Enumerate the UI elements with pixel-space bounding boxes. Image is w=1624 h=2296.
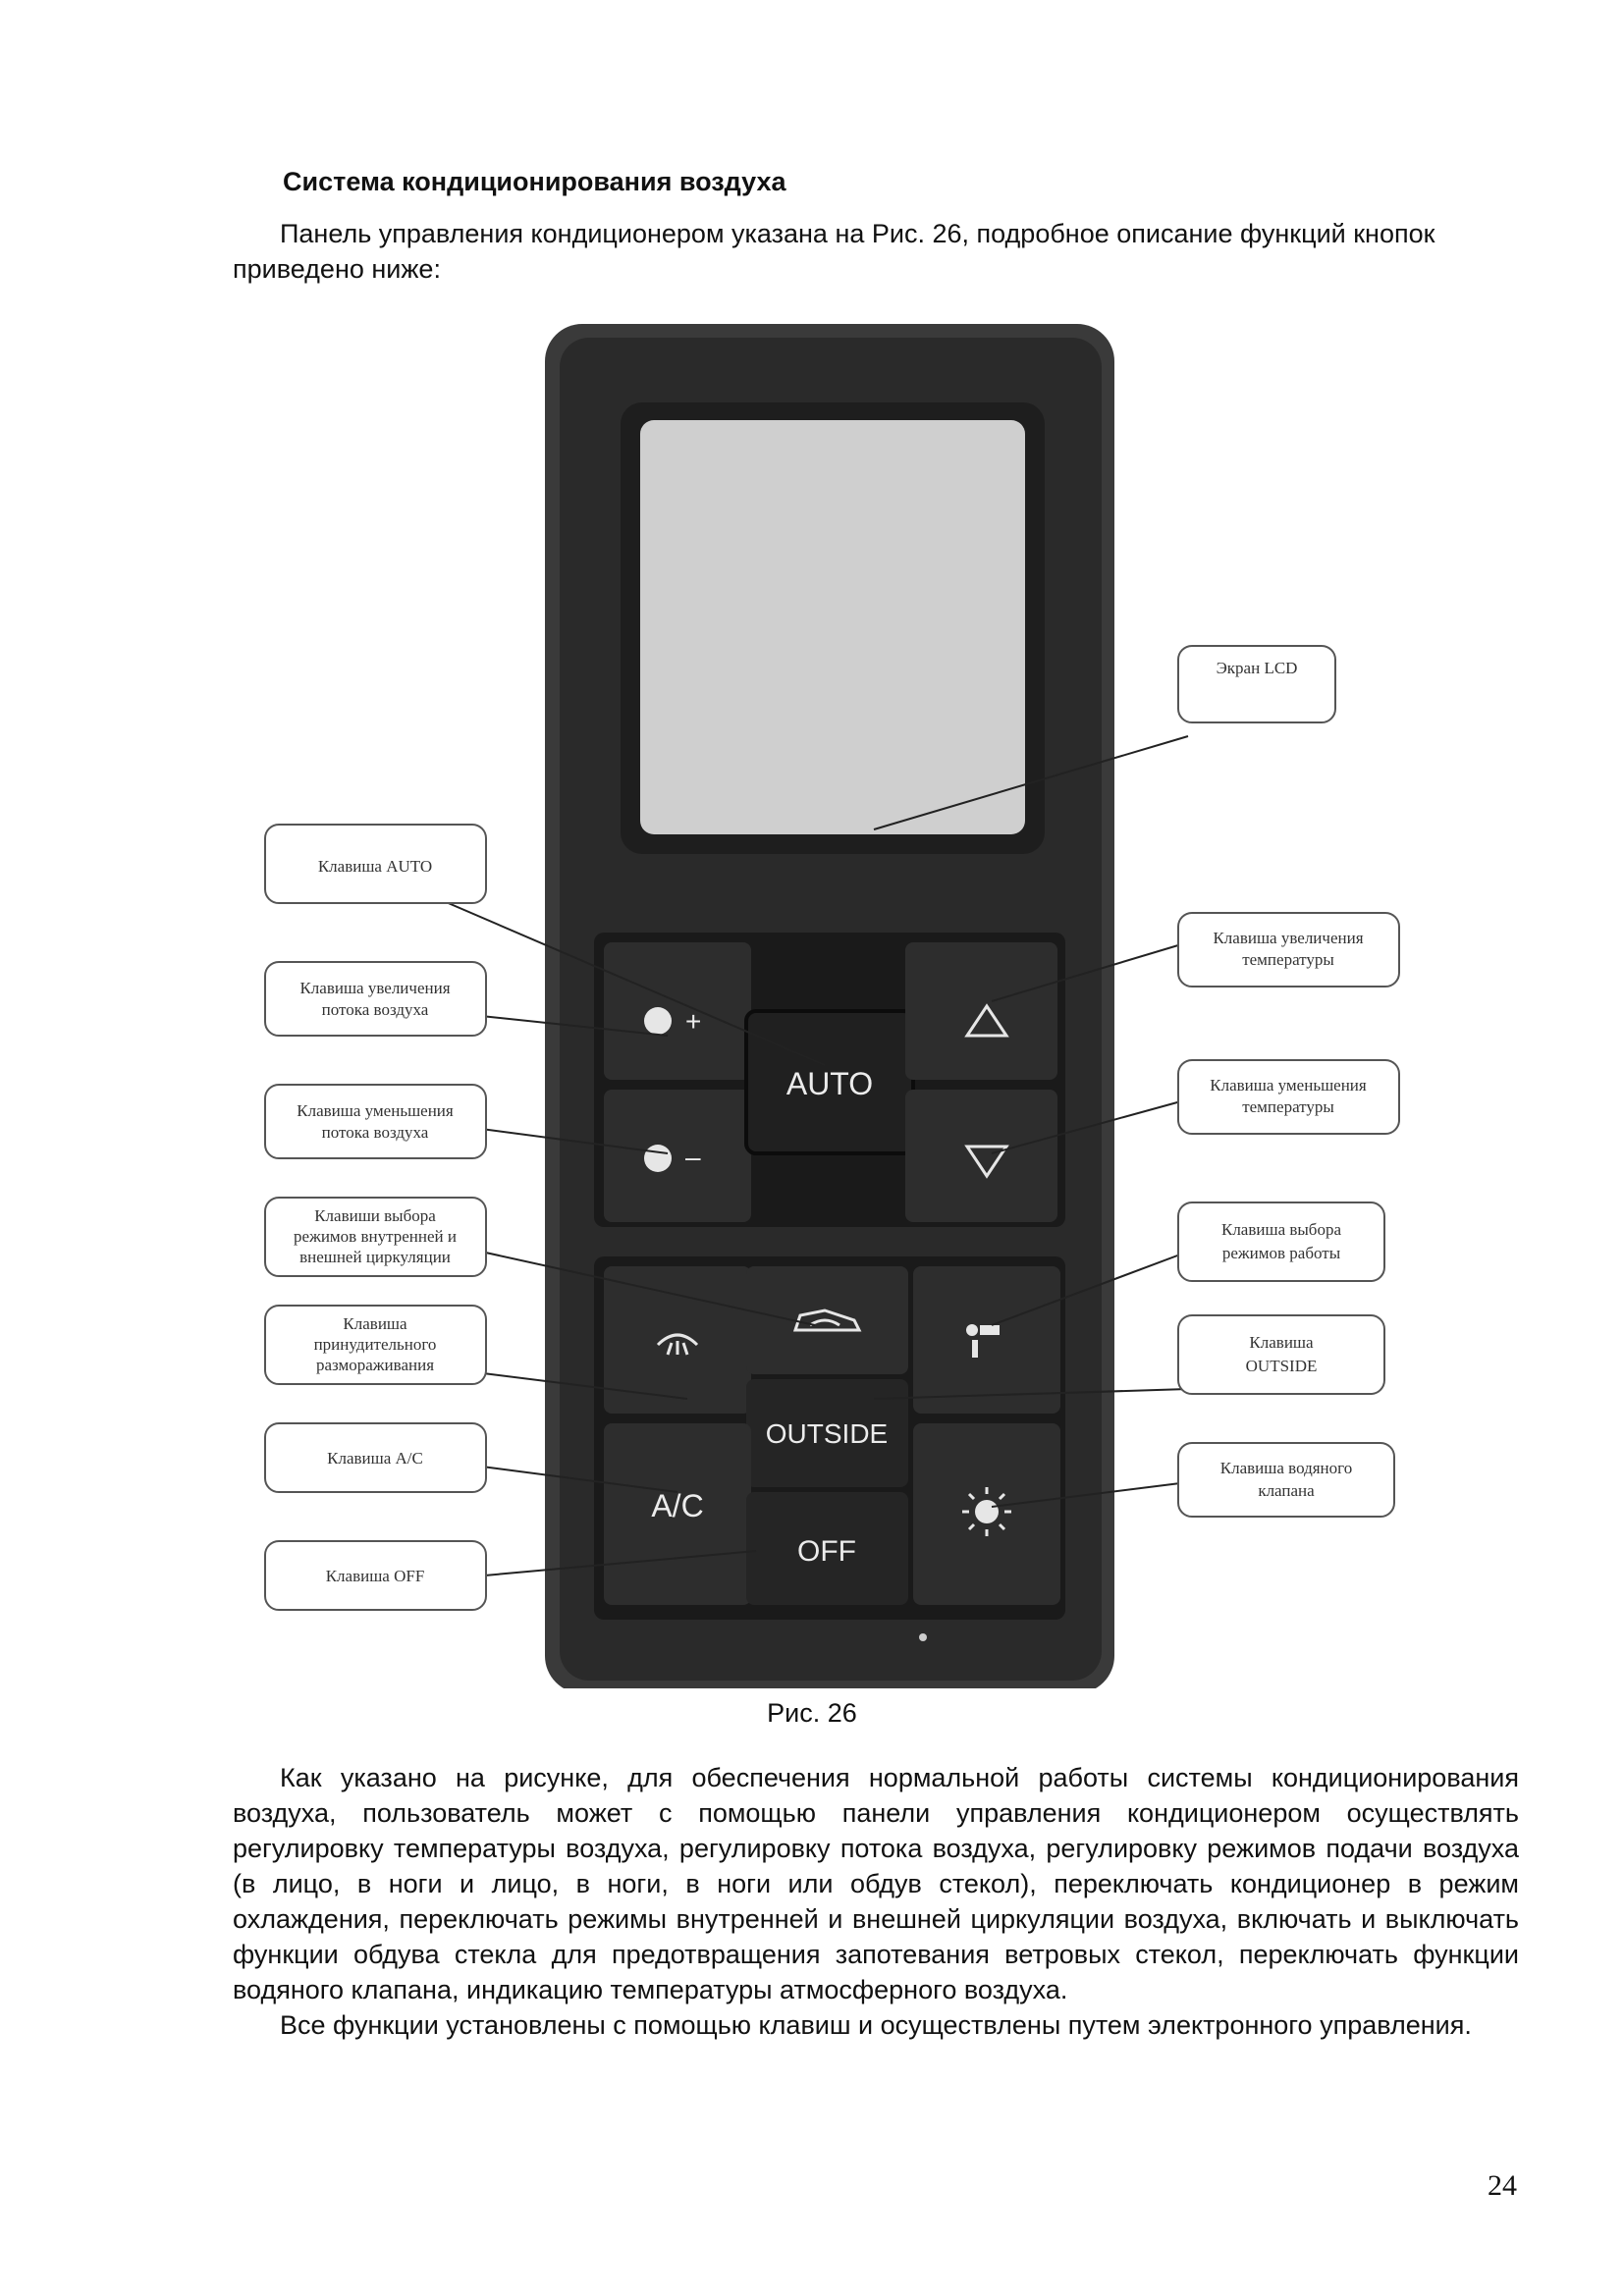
callout-fan-up: [265, 962, 486, 1036]
body-paragraph: Как указано на рисунке, для обеспечения нормальной работы системы кондиционирования воздуха, пользователь может с помощью панели управления кондиционером осуществлять регулировку температуры воздуха, регулировку потока воздуха, регулировку режимов подачи воздуха (в лицо, в ноги и лицо, в ноги, в ноги или обдув стекол), переключать кондиционер в режим охлаждения, переключать режимы внутренней и внешней циркуляции воздуха, включать и выключать функции обдува стекла для предотвращения запотевания ветровых стекол, переключать функции водяного клапана, индикацию температуры атмосферного воздуха.: [233, 1763, 1519, 2004]
ac-label: A/C: [651, 1488, 704, 1523]
callout-fan-down: [265, 1085, 486, 1158]
temp-increase-button[interactable]: [905, 942, 1057, 1080]
temp-decrease-button[interactable]: [905, 1090, 1057, 1222]
callout-lcd: [1178, 646, 1335, 722]
callout-water: [1178, 1443, 1394, 1517]
ac-control-panel-figure: [245, 294, 1424, 1688]
fan-increase-button[interactable]: [604, 942, 751, 1080]
callout-defrost-line3: размораживания: [315, 1356, 435, 1374]
svg-text:+: +: [685, 1006, 702, 1037]
callout-mode: [1178, 1202, 1384, 1281]
callout-recirc-line3: внешней циркуляции: [299, 1248, 451, 1266]
outside-button[interactable]: [746, 1379, 908, 1487]
callout-defrost-line1: Клавиша: [343, 1314, 407, 1333]
callout-outside-line1: Клавиша: [1249, 1333, 1314, 1352]
callout-water-line2: клапана: [1258, 1481, 1315, 1500]
callout-lcd-text: Экран LCD: [1216, 659, 1298, 677]
callout-recirc-line2: режимов внутренней и: [294, 1227, 457, 1246]
svg-text:–: –: [685, 1142, 701, 1172]
off-button[interactable]: [746, 1492, 908, 1605]
callout-temp-up-line1: Клавиша увеличения: [1213, 929, 1364, 947]
callout-fan-down-line2: потока воздуха: [321, 1123, 429, 1142]
callout-mode-line2: режимов работы: [1221, 1244, 1341, 1262]
callout-outside: [1178, 1315, 1384, 1394]
page-number: 24: [1488, 2169, 1517, 2202]
callout-recirc-line1: Клавиши выбора: [314, 1206, 436, 1225]
callout-outside-line2: OUTSIDE: [1245, 1357, 1318, 1375]
body-paragraph: Все функции установлены с помощью клавиш и осуществлены путем электронного управления.: [280, 2010, 1472, 2040]
callout-fan-up-line2: потока воздуха: [321, 1000, 429, 1019]
fan-decrease-button[interactable]: [604, 1090, 751, 1222]
section-heading: Система кондиционирования воздуха: [283, 167, 786, 196]
callout-ac-text: Клавиша A/C: [327, 1449, 423, 1468]
callout-auto-text: Клавиша AUTO: [317, 857, 433, 876]
callout-mode-line1: Клавиша выбора: [1220, 1220, 1342, 1239]
callout-temp-down-line1: Клавиша уменьшения: [1210, 1076, 1367, 1095]
callout-fan-down-line1: Клавиша уменьшения: [297, 1101, 454, 1120]
intro-text: Панель управления кондиционером указана на Рис. 26, подробное описание функций кнопок приведено ниже:: [233, 219, 1435, 284]
body-text: [233, 1760, 1519, 2043]
auto-label: AUTO: [785, 1066, 874, 1101]
callout-fan-up-line1: Клавиша увеличения: [299, 979, 451, 997]
callout-water-line1: Клавиша водяного: [1219, 1459, 1353, 1477]
ac-button[interactable]: [604, 1423, 751, 1605]
figure-caption: Рис. 26: [767, 1698, 857, 1728]
callout-temp-up-line2: температуры: [1242, 950, 1334, 969]
water-valve-button[interactable]: [913, 1423, 1060, 1605]
callout-off-text: Клавиша OFF: [325, 1567, 425, 1585]
off-label: OFF: [797, 1535, 856, 1568]
lcd-screen: [640, 420, 1025, 834]
intro-paragraph: [233, 216, 1509, 287]
callout-temp-down-line2: температуры: [1242, 1097, 1334, 1116]
mode-button[interactable]: [913, 1266, 1060, 1414]
callout-defrost-line2: принудительного: [313, 1335, 437, 1354]
recirculation-button[interactable]: [746, 1266, 908, 1374]
auto-button[interactable]: [746, 1011, 913, 1153]
outside-label: OUTSIDE: [765, 1418, 889, 1449]
